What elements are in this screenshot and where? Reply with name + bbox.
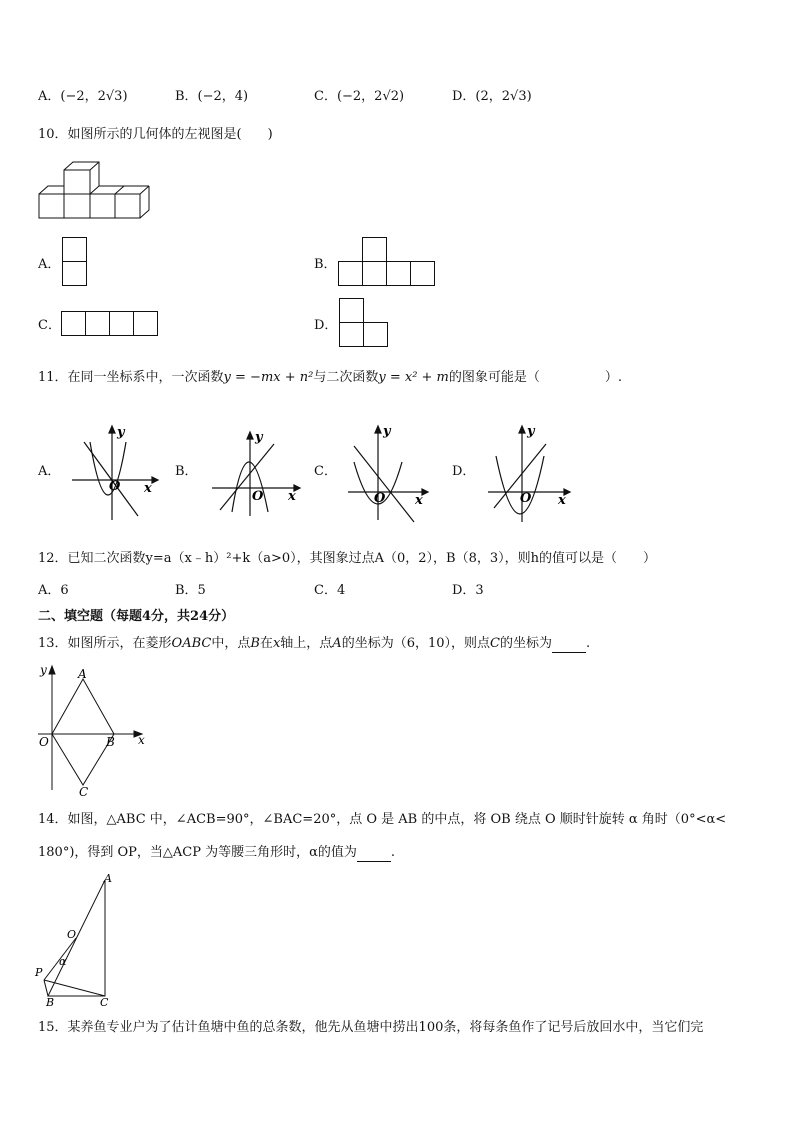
- q11-graph-d-origin: O: [520, 491, 532, 506]
- q11-graph-c-origin: O: [374, 491, 386, 506]
- q13-stem-c: 在: [259, 636, 273, 651]
- q13-stem-d: 轴上，点: [280, 636, 333, 651]
- q13-shape-name: OABC: [171, 636, 212, 651]
- q14-fig-c-label: C: [100, 996, 109, 1009]
- q11-graph-b-y-label: y: [255, 430, 263, 445]
- q13-answer-blank[interactable]: [552, 636, 586, 653]
- q15-line1: 15．某养鱼专业户为了估计鱼塘中鱼的总条数，他先从鱼塘中捞出100条，将每条鱼作了记号后放回水中，当它们完: [38, 1020, 704, 1035]
- q13-fig-c-label: C: [79, 785, 89, 799]
- q10-option-a-label: A．: [38, 257, 61, 272]
- q10-option-b-view: [338, 237, 436, 287]
- q12-option-a: A．6: [38, 583, 69, 598]
- q11-graph-d-y-label: y: [527, 424, 535, 439]
- q10-option-d-view: [339, 298, 389, 348]
- q13-fig-y-label: y: [40, 663, 47, 677]
- q11-option-b-label: B．: [175, 464, 198, 479]
- q10-option-c-view: [61, 311, 159, 337]
- q13-stem-a: 13．如图所示，在菱形: [38, 636, 172, 651]
- q11-graph-b-x-label: x: [288, 489, 296, 504]
- q14-fig-b-label: B: [46, 996, 55, 1009]
- q11-graph-a-origin: O: [109, 479, 121, 494]
- q11-linear-function: y = −mx + n²: [223, 370, 314, 385]
- q14-line2: [38, 845, 395, 862]
- q9-option-b: B．(−2，4): [175, 89, 249, 104]
- q11-quadratic-function: y = x² + m: [378, 370, 449, 385]
- q11-stem-mid: 与二次函数: [313, 370, 379, 385]
- q10-option-c-label: C．: [38, 318, 61, 333]
- q11-graph-c-y-label: y: [383, 424, 391, 439]
- q11-graph-c: [344, 422, 434, 526]
- q13-fig-a-label: A: [78, 667, 87, 681]
- q14-fig-o-label: O: [67, 928, 77, 941]
- q11-graph-d: [484, 422, 576, 528]
- q11-graph-b-origin: O: [252, 489, 264, 504]
- q11-graph-c-x-label: x: [415, 493, 423, 508]
- q13-fig-x-label: x: [138, 733, 145, 747]
- q11-option-a-label: A．: [38, 464, 61, 479]
- q12-option-b: B．5: [175, 583, 206, 598]
- q14-fig-alpha-label: α: [59, 955, 67, 968]
- q11-stem: [38, 370, 622, 386]
- q14-answer-blank[interactable]: [357, 845, 391, 862]
- q13-stem-b: 中，点: [211, 636, 251, 651]
- q13-stem-e: 的坐标为（6，10），则点: [341, 636, 491, 651]
- q11-option-c-label: C．: [314, 464, 337, 479]
- section-title: 二、填空题（每题4分，共24分）: [38, 609, 235, 624]
- q11-graph-b: [208, 424, 304, 520]
- q11-graph-a-x-label: x: [144, 481, 152, 496]
- q9-option-d: D．(2，2√3): [452, 89, 532, 104]
- q14-line1: 14．如图，△ABC 中，∠ACB=90°，∠BAC=20°，点 O 是 AB 的中点，将 OB 绕点 O 顺时针旋转 α 角时（0°<α<: [38, 812, 727, 827]
- q14-fig-a-label: A: [104, 872, 112, 885]
- q10-solid-figure: [38, 160, 154, 222]
- q13-stem-f: 的坐标为: [499, 636, 552, 651]
- q13-fig-o-label: O: [39, 735, 49, 749]
- q13-point-a: A: [332, 636, 342, 651]
- q14-triangle-figure: [34, 872, 120, 1010]
- q11-option-d-label: D．: [452, 464, 476, 479]
- q13-axis: x: [272, 636, 281, 651]
- q11-stem-prefix: 11．在同一坐标系中，一次函数: [38, 370, 224, 385]
- q9-option-a: A．(−2，2√3): [38, 89, 128, 104]
- q11-graph-a: [68, 424, 160, 524]
- q12-option-c: C．4: [314, 583, 346, 598]
- q14-line2-end: .: [390, 845, 396, 860]
- q14-line2-text: 180°)，得到 OP，当△ACP 为等腰三角形时，α的值为: [38, 845, 357, 860]
- q13-point-c: C: [490, 636, 500, 651]
- q13-point-b: B: [250, 636, 260, 651]
- q13-stem: [38, 636, 590, 653]
- q13-fig-b-label: B: [106, 735, 115, 749]
- q10-stem: 10．如图所示的几何体的左视图是( ): [38, 127, 273, 142]
- q10-option-a-view: [62, 237, 88, 287]
- q12-option-d: D．3: [452, 583, 484, 598]
- q11-stem-suffix: 的图象可能是（ ）.: [448, 370, 623, 385]
- q14-fig-p-label: P: [35, 966, 43, 979]
- q10-option-d-label: D．: [314, 318, 338, 333]
- q9-option-c: C．(−2，2√2): [314, 89, 405, 104]
- q11-graph-d-x-label: x: [558, 493, 566, 508]
- q10-option-b-label: B．: [314, 257, 337, 272]
- q12-stem: 12．已知二次函数y=a（x﹣h）²+k（a>0），其图象过点A（0，2），B（8，3），则h的值可以是（ ）: [38, 551, 657, 566]
- q11-graph-a-y-label: y: [117, 425, 125, 440]
- q13-stem-end: .: [585, 636, 591, 651]
- q13-rhombus-figure: [36, 662, 152, 799]
